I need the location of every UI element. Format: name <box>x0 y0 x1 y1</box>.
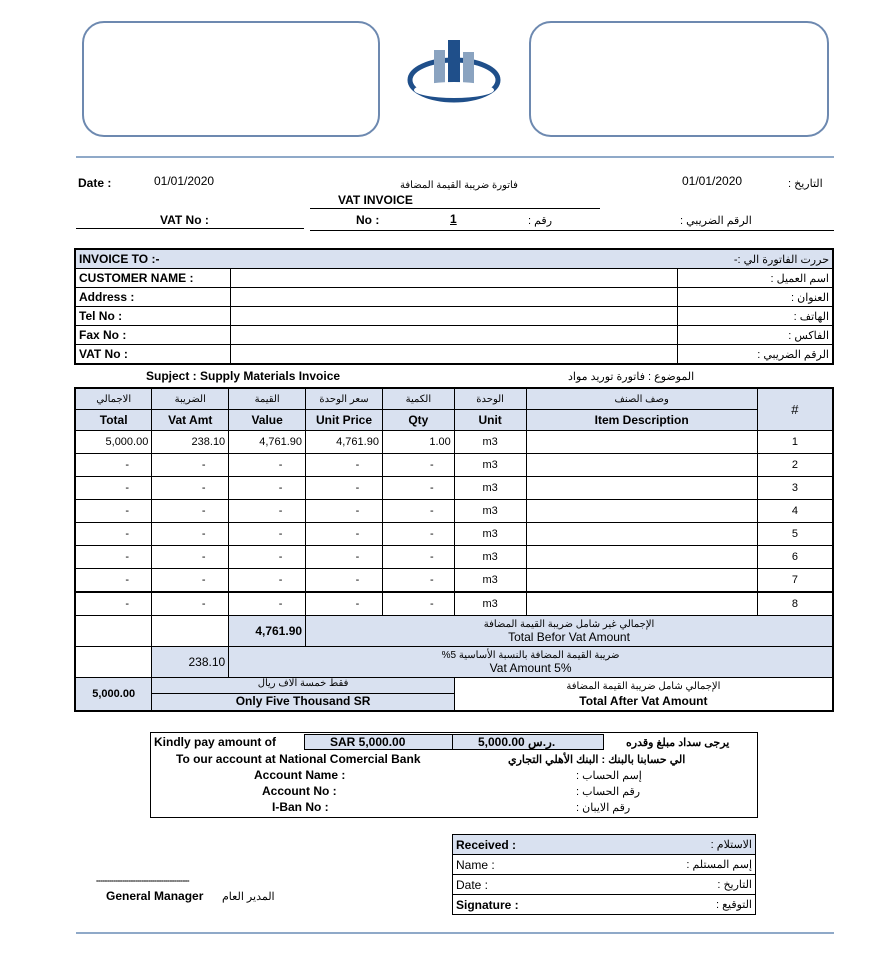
header-qty: Qty <box>382 410 454 431</box>
cell-desc <box>526 592 757 616</box>
account-name-label: Account Name : <box>254 768 346 782</box>
cell-price: - <box>306 454 383 477</box>
items-table <box>74 387 834 712</box>
cell-value: - <box>229 523 306 546</box>
header-desc: Item Description <box>526 410 757 431</box>
table-row <box>75 500 833 523</box>
account-at-label-ar: الي حسابنا بالبنك : البنك الأهلي التجاري <box>508 754 686 766</box>
before-vat-total-cell <box>75 616 152 647</box>
table-row <box>75 477 833 500</box>
header-total: Total <box>75 410 152 431</box>
header-unit-ar: الوحدة <box>454 388 526 410</box>
subject-ar: الموضوع : فاتورة توريد مواد <box>568 371 695 383</box>
date-value: 01/01/2020 <box>154 174 215 188</box>
signature-line: ------------------------------------------- <box>96 876 190 885</box>
customer-name-label: CUSTOMER NAME : <box>75 269 231 288</box>
amount-words-en: Only Five Thousand SR <box>152 694 453 710</box>
received-signature-label: Signature : <box>453 895 601 915</box>
cell-vat: - <box>152 592 229 616</box>
received-label-ar: الاستلام : <box>601 835 756 855</box>
cell-row-number: 4 <box>757 500 833 523</box>
cell-value: - <box>229 454 306 477</box>
invoice-title-en: VAT INVOICE <box>338 193 413 207</box>
kindly-pay-label-ar: يرجى سداد مبلغ وقدره <box>626 737 730 749</box>
cell-total: - <box>75 523 152 546</box>
cell-desc <box>526 546 757 569</box>
table-row <box>75 569 833 593</box>
cell-value: - <box>229 477 306 500</box>
iban-label: I-Ban No : <box>272 800 329 814</box>
cell-desc <box>526 569 757 593</box>
header-left-box <box>82 21 380 137</box>
cell-price: - <box>306 500 383 523</box>
cell-price: - <box>306 569 383 593</box>
cell-qty: - <box>382 569 454 593</box>
received-label: Received : <box>453 835 601 855</box>
cell-vat: - <box>152 569 229 593</box>
cell-qty: - <box>382 523 454 546</box>
cell-vat: 238.10 <box>152 431 229 454</box>
cell-row-number: 2 <box>757 454 833 477</box>
cell-qty: - <box>382 546 454 569</box>
cell-desc <box>526 431 757 454</box>
vat-amount-label-en: Vat Amount 5% <box>489 661 572 675</box>
cell-value: - <box>229 500 306 523</box>
header-unit: Unit <box>454 410 526 431</box>
cell-value: - <box>229 569 306 593</box>
vat-row-total-cell <box>75 647 152 678</box>
cell-unit: m3 <box>454 454 526 477</box>
header-vat-ar: الضريبة <box>152 388 229 410</box>
cell-desc <box>526 477 757 500</box>
cell-vat: - <box>152 477 229 500</box>
cell-vat: - <box>152 546 229 569</box>
invoice-to-label: INVOICE TO :- <box>75 249 678 269</box>
tel-value <box>231 307 678 326</box>
cell-desc <box>526 454 757 477</box>
no-label-ar: رقم : <box>528 215 553 227</box>
customer-name-label-ar: اسم العميل : <box>678 269 834 288</box>
invoice-title-ar: فاتورة ضريبة القيمة المضافة <box>400 180 518 191</box>
fax-label-ar: الفاكس : <box>678 326 834 345</box>
cell-unit: m3 <box>454 431 526 454</box>
cell-unit: m3 <box>454 592 526 616</box>
cell-total: - <box>75 592 152 616</box>
vat-amount-label-ar: ضريبة القيمة المضافة بالنسبة الأساسية 5% <box>441 650 620 661</box>
header-right-box <box>529 21 829 137</box>
table-row <box>75 592 833 616</box>
cell-row-number: 7 <box>757 569 833 593</box>
account-no-label-ar: رقم الحساب : <box>576 786 641 798</box>
received-signature-label-ar: التوقيع : <box>601 895 756 915</box>
cell-total: - <box>75 569 152 593</box>
received-date-label-ar: التاريخ : <box>601 875 756 895</box>
before-vat-label <box>306 616 833 647</box>
sar-amount: SAR 5,000.00 <box>330 735 406 749</box>
cell-unit: m3 <box>454 500 526 523</box>
invoice-to-label-ar: حررت الفاتورة الي :- <box>678 249 834 269</box>
header-desc-ar: وصف الصنف <box>526 388 757 410</box>
cell-value: - <box>229 592 306 616</box>
amount-in-words <box>152 678 454 712</box>
vat-no-label: VAT No : <box>160 213 209 227</box>
kindly-pay-label: Kindly pay amount of <box>154 735 277 749</box>
cell-row-number: 8 <box>757 592 833 616</box>
account-at-label: To our account at National Comercial Bank <box>176 752 421 766</box>
after-vat-label-ar: الإجمالي شامل ضريبة القيمة المضافة <box>566 681 721 692</box>
rs-amount: 5,000.00 ر.س. <box>478 735 556 749</box>
cell-desc <box>526 523 757 546</box>
cell-value: 4,761.90 <box>229 431 306 454</box>
customer-name-value <box>231 269 678 288</box>
header-qty-ar: الكمية <box>382 388 454 410</box>
cell-total: - <box>75 546 152 569</box>
cell-total: 5,000.00 <box>75 431 152 454</box>
cell-price: - <box>306 523 383 546</box>
account-no-label: Account No : <box>262 784 337 798</box>
cell-unit: m3 <box>454 477 526 500</box>
cell-price: - <box>306 546 383 569</box>
table-row <box>75 523 833 546</box>
cell-price: 4,761.90 <box>306 431 383 454</box>
date-label-ar: التاريخ : <box>788 178 823 190</box>
company-logo <box>404 32 504 104</box>
vat-amount-label <box>229 647 833 678</box>
cell-value: - <box>229 546 306 569</box>
address-value <box>231 288 678 307</box>
after-vat-label <box>454 678 833 712</box>
cell-price: - <box>306 477 383 500</box>
fax-value <box>231 326 678 345</box>
date-label: Date : <box>78 176 112 190</box>
cell-qty: - <box>382 454 454 477</box>
vat-no-label-ar: الرقم الضريبي : <box>680 215 752 227</box>
fax-label: Fax No : <box>75 326 231 345</box>
address-label-ar: العنوان : <box>678 288 834 307</box>
footer-divider <box>76 932 834 934</box>
customer-vat-value <box>231 345 678 365</box>
cell-qty: 1.00 <box>382 431 454 454</box>
cell-row-number: 6 <box>757 546 833 569</box>
iban-label-ar: رقم الايبان : <box>576 802 631 814</box>
table-row <box>75 546 833 569</box>
header-total-ar: الاجمالي <box>75 388 152 410</box>
cell-unit: m3 <box>454 523 526 546</box>
subject-en: Supject : Supply Materials Invoice <box>146 369 341 383</box>
customer-vat-label-ar: الرقم الضريبي : <box>678 345 834 365</box>
tel-label-ar: الهاتف : <box>678 307 834 326</box>
before-vat-vat-cell <box>152 616 229 647</box>
cell-total: - <box>75 500 152 523</box>
header-hash: # <box>757 388 833 431</box>
header-price-ar: سعر الوحدة <box>306 388 383 410</box>
received-table <box>452 834 756 915</box>
cell-qty: - <box>382 592 454 616</box>
cell-qty: - <box>382 477 454 500</box>
cell-row-number: 3 <box>757 477 833 500</box>
cell-unit: m3 <box>454 569 526 593</box>
customer-vat-label: VAT No : <box>75 345 231 365</box>
cell-vat: - <box>152 523 229 546</box>
cell-total: - <box>75 477 152 500</box>
table-row <box>75 431 833 454</box>
title-underline <box>310 208 600 209</box>
cell-unit: m3 <box>454 546 526 569</box>
account-name-label-ar: إسم الحساب : <box>576 770 642 782</box>
vat-no-ar-line <box>600 230 834 231</box>
amount-words-ar: فقط خمسة الاف ريال <box>152 678 453 694</box>
no-line <box>310 230 600 231</box>
cell-price: - <box>306 592 383 616</box>
before-vat-value: 4,761.90 <box>229 616 306 647</box>
header-divider <box>76 156 834 158</box>
header-value: Value <box>229 410 306 431</box>
vat-amount-value: 238.10 <box>152 647 229 678</box>
cell-qty: - <box>382 500 454 523</box>
no-label: No : <box>356 213 380 227</box>
date-value-ar: 01/01/2020 <box>682 174 743 188</box>
received-date-label: Date : <box>453 875 601 895</box>
cell-vat: - <box>152 454 229 477</box>
before-vat-label-en: Total Befor Vat Amount <box>508 630 630 644</box>
cell-total: - <box>75 454 152 477</box>
vat-no-line <box>76 228 304 229</box>
address-label: Address : <box>75 288 231 307</box>
cell-row-number: 1 <box>757 431 833 454</box>
after-vat-label-en: Total After Vat Amount <box>579 694 708 708</box>
cell-vat: - <box>152 500 229 523</box>
no-value: 1 <box>450 212 457 226</box>
received-name-label-ar: إسم المستلم : <box>601 855 756 875</box>
header-price: Unit Price <box>306 410 383 431</box>
general-manager-label: General Manager <box>106 889 204 903</box>
tel-label: Tel No : <box>75 307 231 326</box>
after-vat-value: 5,000.00 <box>75 678 152 712</box>
cell-desc <box>526 500 757 523</box>
table-row <box>75 454 833 477</box>
before-vat-label-ar: الإجمالي غير شامل ضريبة القيمة المضافة <box>483 619 655 630</box>
received-name-label: Name : <box>453 855 601 875</box>
header-value-ar: القيمة <box>229 388 306 410</box>
header-vat: Vat Amt <box>152 410 229 431</box>
general-manager-label-ar: المدير العام <box>222 891 275 903</box>
cell-row-number: 5 <box>757 523 833 546</box>
customer-info-table <box>74 248 834 365</box>
